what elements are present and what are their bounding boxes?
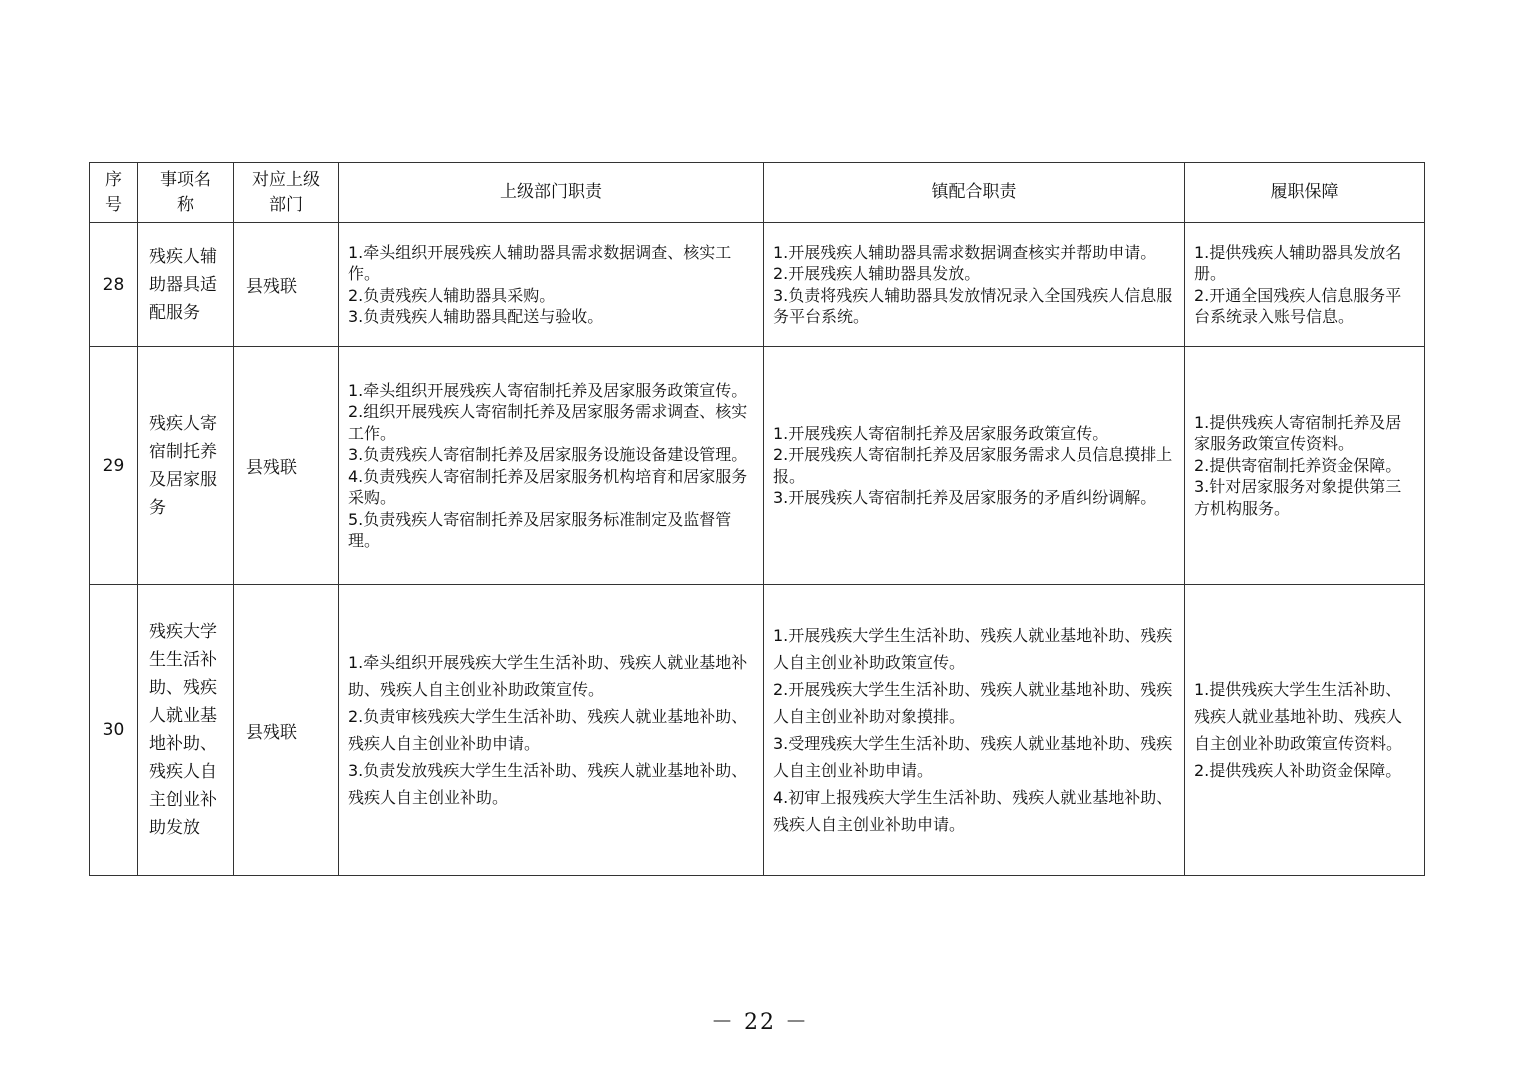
duty-line: 1.开展残疾大学生生活补助、残疾人就业基地补助、残疾人自主创业补助政策宣传。 <box>773 626 1173 672</box>
row-town-duty <box>764 347 1185 585</box>
duty-line: 3.负责将残疾人辅助器具发放情况录入全国残疾人信息服务平台系统。 <box>773 285 1173 326</box>
row-guarantee <box>1185 223 1425 347</box>
row-upper-duty <box>339 585 764 876</box>
table-row <box>90 223 1425 347</box>
duty-line: 4.负责残疾人寄宿制托养及居家服务机构培育和居家服务采购。 <box>348 466 748 507</box>
duty-line: 1.提供残疾人辅助器具发放名册。 <box>1194 242 1402 283</box>
page-number: － 22 － <box>711 1010 809 1035</box>
duty-line: 1.牵头组织开展残疾人寄宿制托养及居家服务政策宣传。 <box>348 380 748 400</box>
duty-line: 2.开通全国残疾人信息服务平台系统录入账号信息。 <box>1194 285 1402 326</box>
row-name: 残疾人辅助器具适配服务 <box>138 223 234 347</box>
header-town-duty: 镇配合职责 <box>764 163 1185 223</box>
header-seq: 序号 <box>90 163 138 223</box>
duty-line: 3.负责发放残疾大学生生活补助、残疾人就业基地补助、残疾人自主创业补助。 <box>348 761 748 807</box>
duty-line: 3.受理残疾大学生生活补助、残疾人就业基地补助、残疾人自主创业补助申请。 <box>773 734 1173 780</box>
duty-line: 4.初审上报残疾大学生生活补助、残疾人就业基地补助、残疾人自主创业补助申请。 <box>773 788 1173 834</box>
row-name: 残疾大学生生活补助、残疾人就业基地补助、残疾人自主创业补助发放 <box>138 585 234 876</box>
header-upper-duty: 上级部门职责 <box>339 163 764 223</box>
duty-line: 1.开展残疾人辅助器具需求数据调查核实并帮助申请。 <box>773 242 1157 262</box>
duty-line: 2.开展残疾人辅助器具发放。 <box>773 264 981 283</box>
duty-line: 2.开展残疾大学生生活补助、残疾人就业基地补助、残疾人自主创业补助对象摸排。 <box>773 680 1173 726</box>
header-name: 事项名称 <box>138 163 234 223</box>
row-town-duty <box>764 585 1185 876</box>
row-dept: 县残联 <box>234 223 339 347</box>
table-row <box>90 347 1425 585</box>
duty-line: 1.提供残疾大学生生活补助、残疾人就业基地补助、残疾人自主创业补助政策宣传资料。 <box>1194 680 1403 753</box>
row-dept: 县残联 <box>234 347 339 585</box>
duty-line: 3.开展残疾人寄宿制托养及居家服务的矛盾纠纷调解。 <box>773 488 1157 507</box>
header-guarantee: 履职保障 <box>1185 163 1425 223</box>
duty-line: 2.组织开展残疾人寄宿制托养及居家服务需求调查、核实工作。 <box>348 402 748 443</box>
duty-line: 2.负责残疾人辅助器具采购。 <box>348 285 556 305</box>
row-upper-duty <box>339 347 764 585</box>
row-seq: 29 <box>90 347 138 585</box>
duty-line: 1.开展残疾人寄宿制托养及居家服务政策宣传。 <box>773 423 1109 443</box>
row-guarantee <box>1185 585 1425 876</box>
duty-line: 1.牵头组织开展残疾大学生生活补助、残疾人就业基地补助、残疾人自主创业补助政策宣传。 <box>348 653 748 699</box>
row-name: 残疾人寄宿制托养及居家服务 <box>138 347 234 585</box>
duty-line: 5.负责残疾人寄宿制托养及居家服务标准制定及监督管理。 <box>348 509 732 550</box>
duty-line: 3.负责残疾人辅助器具配送与验收。 <box>348 307 604 326</box>
header-dept: 对应上级部门 <box>234 163 339 223</box>
duty-line: 1.牵头组织开展残疾人辅助器具需求数据调查、核实工作。 <box>348 242 732 283</box>
row-guarantee <box>1185 347 1425 585</box>
header-row <box>90 163 1425 223</box>
duty-line: 3.负责残疾人寄宿制托养及居家服务设施设备建设管理。 <box>348 445 748 464</box>
duty-line: 1.提供残疾人寄宿制托养及居家服务政策宣传资料。 <box>1194 412 1402 454</box>
duty-line: 2.提供残疾人补助资金保障。 <box>1194 761 1402 780</box>
duties-table <box>89 162 1425 876</box>
duty-line: 2.提供寄宿制托养资金保障。 <box>1194 455 1402 475</box>
row-seq: 30 <box>90 585 138 876</box>
duty-line: 3.针对居家服务对象提供第三方机构服务。 <box>1194 477 1402 518</box>
row-upper-duty <box>339 223 764 347</box>
duty-line: 2.开展残疾人寄宿制托养及居家服务需求人员信息摸排上报。 <box>773 445 1173 486</box>
duty-line: 2.负责审核残疾大学生生活补助、残疾人就业基地补助、残疾人自主创业补助申请。 <box>348 707 748 753</box>
table-row <box>90 585 1425 876</box>
row-dept: 县残联 <box>234 585 339 876</box>
row-town-duty <box>764 223 1185 347</box>
row-seq: 28 <box>90 223 138 347</box>
